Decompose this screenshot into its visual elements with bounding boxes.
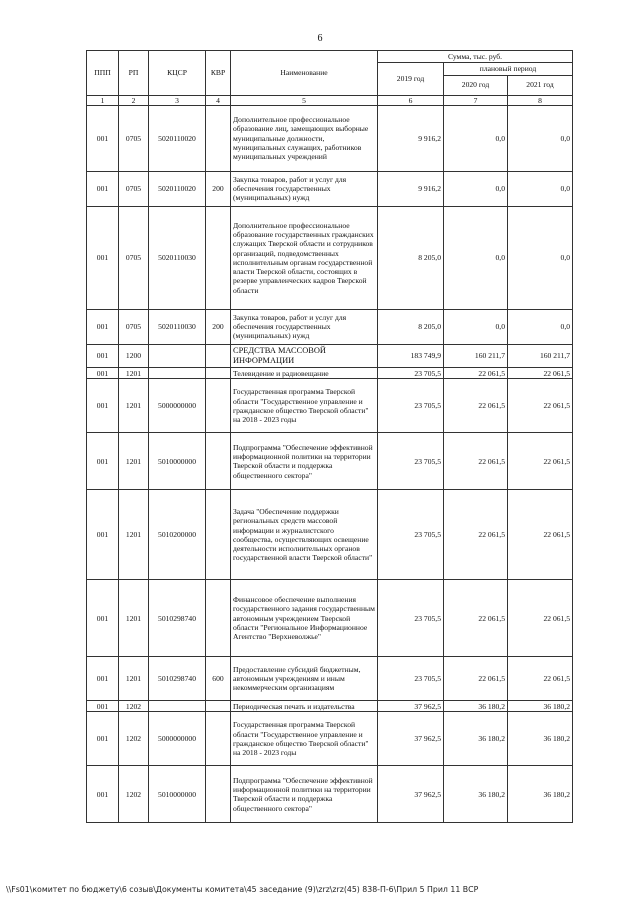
header-ppp: ППП [87, 51, 119, 96]
table-row [87, 368, 573, 379]
header-kcsr: КЦСР [149, 51, 206, 96]
cell-2019: 37 962,5 [378, 701, 444, 712]
cell-kcsr: 5010298740 [149, 580, 206, 657]
cell-kcsr: 5020110020 [149, 105, 206, 171]
table-row [87, 379, 573, 433]
cell-name: Государственная программа Тверской области "Государственное управление и гражданское общество Тверской области" на 2018 - 2023 годы [231, 379, 378, 433]
cell-ppp: 001 [87, 105, 119, 171]
cell-name: Телевидение и радиовещание [231, 368, 378, 379]
cell-rp: 1201 [119, 433, 149, 490]
column-number: 2 [119, 95, 149, 105]
cell-name: Дополнительное профессиональное образование лиц, замещающих выборные муниципальные должности, муниципальных служащих, работников муниципальных учреждений [231, 105, 378, 171]
page-number: 6 [317, 33, 323, 44]
cell-2020: 36 180,2 [444, 766, 508, 823]
cell-ppp: 001 [87, 490, 119, 580]
table-row [87, 171, 573, 206]
cell-2020: 0,0 [444, 105, 508, 171]
cell-2019: 9 916,2 [378, 171, 444, 206]
cell-name: Подпрограмма "Обеспечение эффективной информационной политики на территории Тверской области и поддержка общественного сектора" [231, 433, 378, 490]
header-year-2021: 2021 год [508, 75, 573, 95]
cell-rp: 0705 [119, 105, 149, 171]
cell-kvr [206, 344, 231, 368]
cell-2020: 36 180,2 [444, 712, 508, 766]
cell-ppp: 001 [87, 309, 119, 344]
cell-2019: 37 962,5 [378, 712, 444, 766]
header-kvr: КВР [206, 51, 231, 96]
cell-2019: 8 205,0 [378, 309, 444, 344]
cell-kcsr: 5010000000 [149, 766, 206, 823]
table-body [87, 105, 573, 823]
cell-2021: 22 061,5 [508, 368, 573, 379]
header-name: Наименование [231, 51, 378, 96]
table-row [87, 105, 573, 171]
cell-name: Государственная программа Тверской области "Государственное управление и гражданское общество Тверской области" на 2018 - 2023 годы [231, 712, 378, 766]
cell-2020: 22 061,5 [444, 657, 508, 701]
table-row [87, 309, 573, 344]
cell-ppp: 001 [87, 766, 119, 823]
cell-2020: 0,0 [444, 309, 508, 344]
cell-name: Дополнительное профессиональное образование государственных гражданских служащих Тверской области и сотрудников организаций, подведомственных исполнительным органам государственной власти Тверской области, состоящих в резерве управленческих кадров Тверской области [231, 206, 378, 309]
cell-ppp: 001 [87, 171, 119, 206]
cell-2020: 22 061,5 [444, 379, 508, 433]
table-row [87, 701, 573, 712]
cell-kcsr [149, 344, 206, 368]
cell-2021: 0,0 [508, 171, 573, 206]
table-row [87, 490, 573, 580]
cell-2021: 22 061,5 [508, 657, 573, 701]
cell-ppp: 001 [87, 379, 119, 433]
cell-ppp: 001 [87, 657, 119, 701]
header-rp: РП [119, 51, 149, 96]
header-year-2020: 2020 год [444, 75, 508, 95]
cell-2020: 0,0 [444, 206, 508, 309]
cell-2019: 23 705,5 [378, 433, 444, 490]
cell-name: Периодическая печать и издательства [231, 701, 378, 712]
cell-2021: 22 061,5 [508, 490, 573, 580]
cell-2021: 22 061,5 [508, 580, 573, 657]
cell-2021: 0,0 [508, 206, 573, 309]
cell-kvr: 200 [206, 171, 231, 206]
cell-2021: 0,0 [508, 309, 573, 344]
header-planned-period: плановый период [444, 63, 573, 75]
cell-2021: 160 211,7 [508, 344, 573, 368]
cell-kcsr [149, 368, 206, 379]
cell-ppp: 001 [87, 712, 119, 766]
cell-2020: 22 061,5 [444, 490, 508, 580]
cell-rp: 1201 [119, 657, 149, 701]
cell-kvr [206, 206, 231, 309]
cell-2019: 9 916,2 [378, 105, 444, 171]
cell-kvr [206, 766, 231, 823]
cell-name: Закупка товаров, работ и услуг для обеспечения государственных (муниципальных) нужд [231, 309, 378, 344]
cell-rp: 1202 [119, 766, 149, 823]
cell-name: Подпрограмма "Обеспечение эффективной информационной политики на территории Тверской области и поддержка общественного сектора" [231, 766, 378, 823]
cell-ppp: 001 [87, 206, 119, 309]
cell-2021: 36 180,2 [508, 766, 573, 823]
header-sum: Сумма, тыс. руб. [378, 51, 573, 63]
column-number: 1 [87, 95, 119, 105]
cell-kvr [206, 379, 231, 433]
cell-2020: 160 211,7 [444, 344, 508, 368]
cell-rp: 1201 [119, 379, 149, 433]
column-number: 7 [444, 95, 508, 105]
cell-rp: 1202 [119, 701, 149, 712]
cell-kvr [206, 433, 231, 490]
cell-kvr [206, 580, 231, 657]
cell-kcsr: 5020110030 [149, 206, 206, 309]
cell-name: СРЕДСТВА МАССОВОЙ ИНФОРМАЦИИ [231, 344, 378, 368]
cell-2019: 23 705,5 [378, 490, 444, 580]
cell-rp: 1200 [119, 344, 149, 368]
cell-kcsr: 5020110020 [149, 171, 206, 206]
cell-kcsr: 5000000000 [149, 379, 206, 433]
cell-rp: 0705 [119, 309, 149, 344]
cell-kvr [206, 368, 231, 379]
cell-kcsr [149, 701, 206, 712]
file-path-footer: \\Fs01\комитет по бюджету\6 созыв\Документы комитета\45 заседание (9)\zrz\zrz(45) 838-П-6\Прил 5 Прил 11 ВСР [6, 885, 479, 894]
cell-kvr [206, 105, 231, 171]
cell-2021: 22 061,5 [508, 433, 573, 490]
cell-kcsr: 5010200000 [149, 490, 206, 580]
cell-rp: 1201 [119, 368, 149, 379]
cell-kvr [206, 490, 231, 580]
cell-2019: 23 705,5 [378, 379, 444, 433]
cell-name: Финансовое обеспечение выполнения государственного задания государственным автономным учреждением Тверской области "Региональное Информационное Агентство "Верхневолжье" [231, 580, 378, 657]
cell-2019: 37 962,5 [378, 766, 444, 823]
cell-2020: 22 061,5 [444, 580, 508, 657]
cell-2021: 22 061,5 [508, 379, 573, 433]
budget-table [86, 50, 573, 823]
cell-rp: 0705 [119, 206, 149, 309]
cell-kcsr: 5010000000 [149, 433, 206, 490]
column-number: 6 [378, 95, 444, 105]
cell-2020: 0,0 [444, 171, 508, 206]
cell-2019: 23 705,5 [378, 368, 444, 379]
header-year-2019: 2019 год [378, 63, 444, 95]
cell-kcsr: 5020110030 [149, 309, 206, 344]
cell-2021: 36 180,2 [508, 712, 573, 766]
table-row [87, 657, 573, 701]
table-row [87, 712, 573, 766]
cell-ppp: 001 [87, 433, 119, 490]
cell-rp: 0705 [119, 171, 149, 206]
cell-2020: 36 180,2 [444, 701, 508, 712]
cell-2019: 183 749,9 [378, 344, 444, 368]
cell-2020: 22 061,5 [444, 433, 508, 490]
table-row [87, 766, 573, 823]
cell-rp: 1201 [119, 580, 149, 657]
column-number: 5 [231, 95, 378, 105]
table-row [87, 206, 573, 309]
table-row [87, 344, 573, 368]
cell-kcsr: 5010298740 [149, 657, 206, 701]
column-number: 4 [206, 95, 231, 105]
cell-kvr [206, 701, 231, 712]
cell-2019: 23 705,5 [378, 580, 444, 657]
column-number: 3 [149, 95, 206, 105]
cell-2019: 8 205,0 [378, 206, 444, 309]
cell-2021: 0,0 [508, 105, 573, 171]
cell-ppp: 001 [87, 580, 119, 657]
cell-kvr: 200 [206, 309, 231, 344]
cell-2020: 22 061,5 [444, 368, 508, 379]
cell-2021: 36 180,2 [508, 701, 573, 712]
column-numbers-row [87, 95, 573, 105]
cell-rp: 1201 [119, 490, 149, 580]
cell-ppp: 001 [87, 344, 119, 368]
cell-kvr: 600 [206, 657, 231, 701]
cell-rp: 1202 [119, 712, 149, 766]
cell-kvr [206, 712, 231, 766]
cell-ppp: 001 [87, 368, 119, 379]
cell-name: Задача "Обеспечение поддержки региональных средств массовой информации и журналистского сообщества, осуществляющих освещение деятельности исполнительных органов государственной власти Тверской области" [231, 490, 378, 580]
cell-kcsr: 5000000000 [149, 712, 206, 766]
table-row [87, 580, 573, 657]
cell-name: Предоставление субсидий бюджетным, автономным учреждениям и иным некоммерческим организациям [231, 657, 378, 701]
cell-name: Закупка товаров, работ и услуг для обеспечения государственных (муниципальных) нужд [231, 171, 378, 206]
column-number: 8 [508, 95, 573, 105]
cell-ppp: 001 [87, 701, 119, 712]
cell-2019: 23 705,5 [378, 657, 444, 701]
table-row [87, 433, 573, 490]
